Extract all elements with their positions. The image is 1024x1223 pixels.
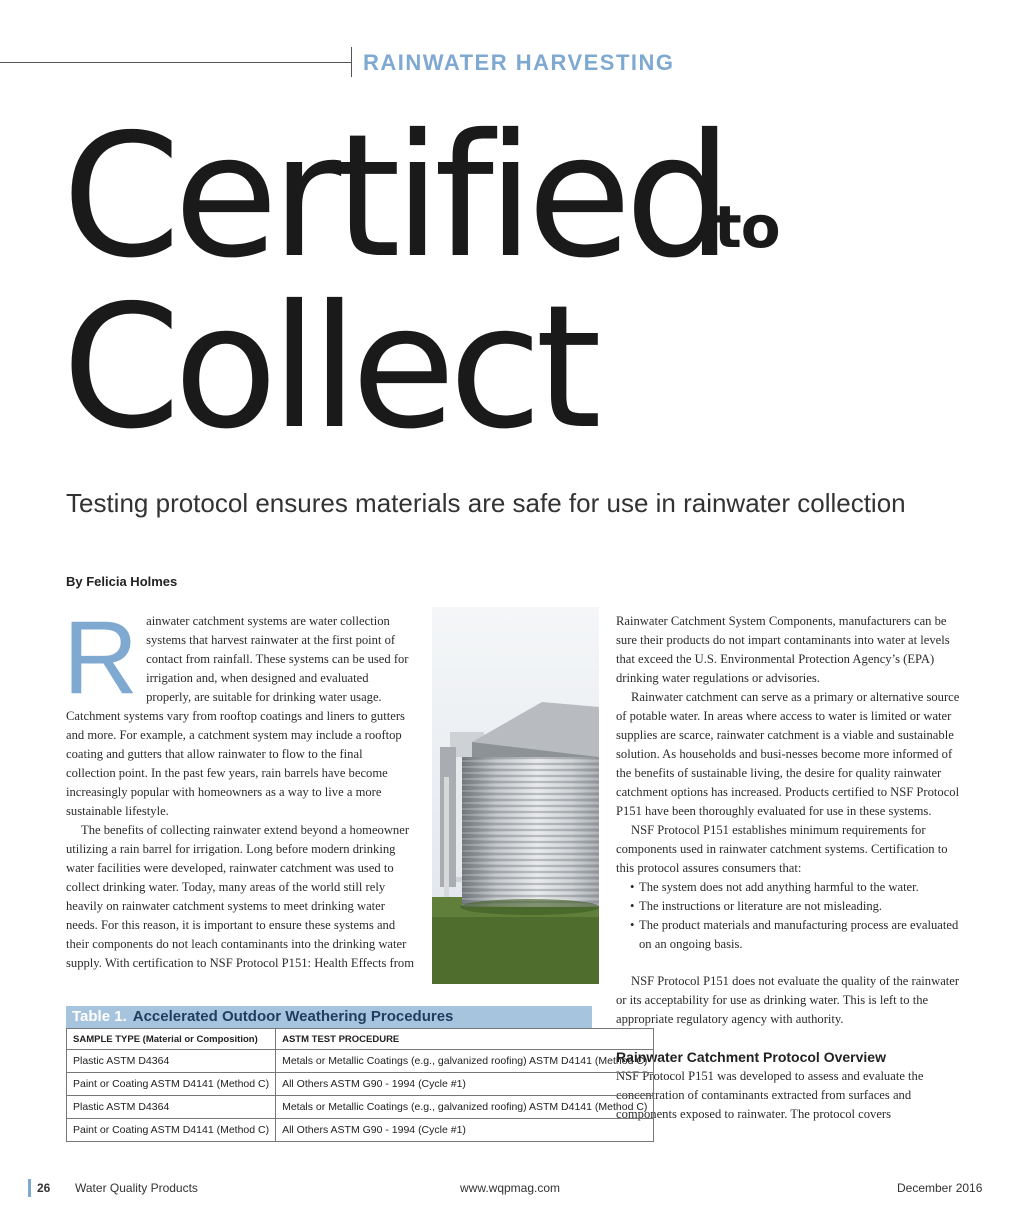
header-divider	[351, 47, 352, 77]
left-column	[63, 600, 414, 973]
table-header-row	[67, 1029, 654, 1050]
column-header: ASTM TEST PROCEDURE	[276, 1029, 654, 1050]
page-number: 26	[37, 1181, 51, 1195]
section-label: RAINWATER HARVESTING	[363, 50, 675, 75]
right-paragraph-2: Rainwater catchment can serve as a primary or alternative source of potable water. In areas where access to water is limited or water supplies are scarce, rainwater catchment is a viable and sustainable solution. As households and busi-nesses become more informed of the benefits of sustainable living, the desire for quality rainwater catchment options has increased. Products certified to NSF Protocol P151 have been thoroughly evaluated for use in these systems.	[616, 690, 960, 818]
headline-to: to	[714, 193, 780, 261]
table-row	[67, 1073, 654, 1096]
certification-list	[616, 878, 960, 954]
list-item: • The system does not add anything harmful to the water.	[616, 878, 960, 897]
table-label: Table 1.	[72, 1008, 127, 1025]
table	[66, 1028, 654, 1142]
table-cell: Metals or Metallic Coatings (e.g., galvanized roofing) ASTM D4141 (Method C)	[276, 1096, 654, 1119]
issue-date: December 2016	[897, 1181, 983, 1195]
website-url: www.wqpmag.com	[460, 1181, 561, 1195]
left-paragraph-1: ainwater catchment systems are water collection systems that harvest rainwater at the first point of contact from rainfall. These systems can be used for irrigation and, when designed and evaluated properly, are suitable for drinking water usage. Catchment systems vary from rooftop coatings and liners to gutters and more. For example, a catchment system may include a rooftop coating and gutters that allow rainwater to flow to the final collection point. In the past few years, rain barrels have become increasingly popular with homeowners as a way to live a more sustainable lifestyle.	[66, 614, 409, 818]
table-title-bar	[66, 1006, 592, 1028]
column-header: SAMPLE TYPE (Material or Composition)	[67, 1029, 276, 1050]
table-row	[67, 1050, 654, 1073]
table-cell: All Others ASTM G90 - 1994 (Cycle #1)	[276, 1073, 654, 1096]
list-item: • The product materials and manufacturing process are evaluated on an ongoing basis.	[616, 916, 960, 954]
footer-accent-bar	[28, 1179, 31, 1197]
header-rule	[0, 62, 352, 63]
right-paragraph-1: Rainwater Catchment System Components, manufacturers can be sure their products do not impart contaminants into water at levels that exceed the U.S. Environmental Protection Agency’s (EPA) drinking water regulations or advisories.	[616, 614, 950, 685]
table-title: Accelerated Outdoor Weathering Procedures	[132, 1008, 454, 1025]
table-cell: Plastic ASTM D4364	[67, 1050, 276, 1073]
headline-line-2: Collect	[62, 269, 595, 467]
right-paragraph-4: NSF Protocol P151 does not evaluate the quality of the rainwater or its acceptability for use as drinking water. This is left to the appropriate regulatory agency with authority.	[616, 974, 960, 1026]
table-row	[67, 1096, 654, 1119]
list-item: • The instructions or literature are not misleading.	[616, 897, 960, 916]
right-paragraph-3: NSF Protocol P151 establishes minimum requirements for components used in rainwater catchment systems. Certification to this protocol assures consumers that:	[616, 823, 948, 875]
section-heading: Rainwater Catchment Protocol Overview	[616, 1049, 886, 1065]
table-row	[67, 1119, 654, 1142]
left-paragraph-2: The benefits of collecting rainwater extend beyond a homeowner utilizing a rain barrel for irrigation. Long before modern drinking water facilities were developed, rainwater catchment was used to collect drinking water. Today, many areas of the world still rely heavily on rainwater catchment systems to meet drinking water needs. For this reason, it is important to ensure these systems and their components do not leach contaminants into the drinking water supply. With certification to NSF Protocol P151: Health Effects from	[66, 823, 414, 970]
publication-name: Water Quality Products	[75, 1181, 198, 1195]
right-paragraph-5: NSF Protocol P151 was developed to assess and evaluate the concentration of contaminants extracted from surfaces and components exposed to rainwater. The protocol covers	[616, 1069, 924, 1121]
table-cell: Plastic ASTM D4364	[67, 1096, 276, 1119]
drop-cap: R	[63, 600, 139, 716]
table-cell: Metals or Metallic Coatings (e.g., galvanized roofing) ASTM D4141 (Method C)	[276, 1050, 654, 1073]
table-cell: Paint or Coating ASTM D4141 (Method C)	[67, 1119, 276, 1142]
weathering-table	[66, 1006, 648, 1142]
paragraph-gap	[616, 954, 960, 972]
headline-line-1: Certified	[62, 98, 726, 296]
subtitle: Testing protocol ensures materials are safe for use in rainwater collection	[66, 488, 906, 518]
table-cell: Paint or Coating ASTM D4141 (Method C)	[67, 1073, 276, 1096]
table-cell: All Others ASTM G90 - 1994 (Cycle #1)	[276, 1119, 654, 1142]
rain-tank-photo	[432, 607, 599, 984]
right-column	[616, 612, 960, 1124]
byline: By Felicia Holmes	[66, 574, 178, 589]
